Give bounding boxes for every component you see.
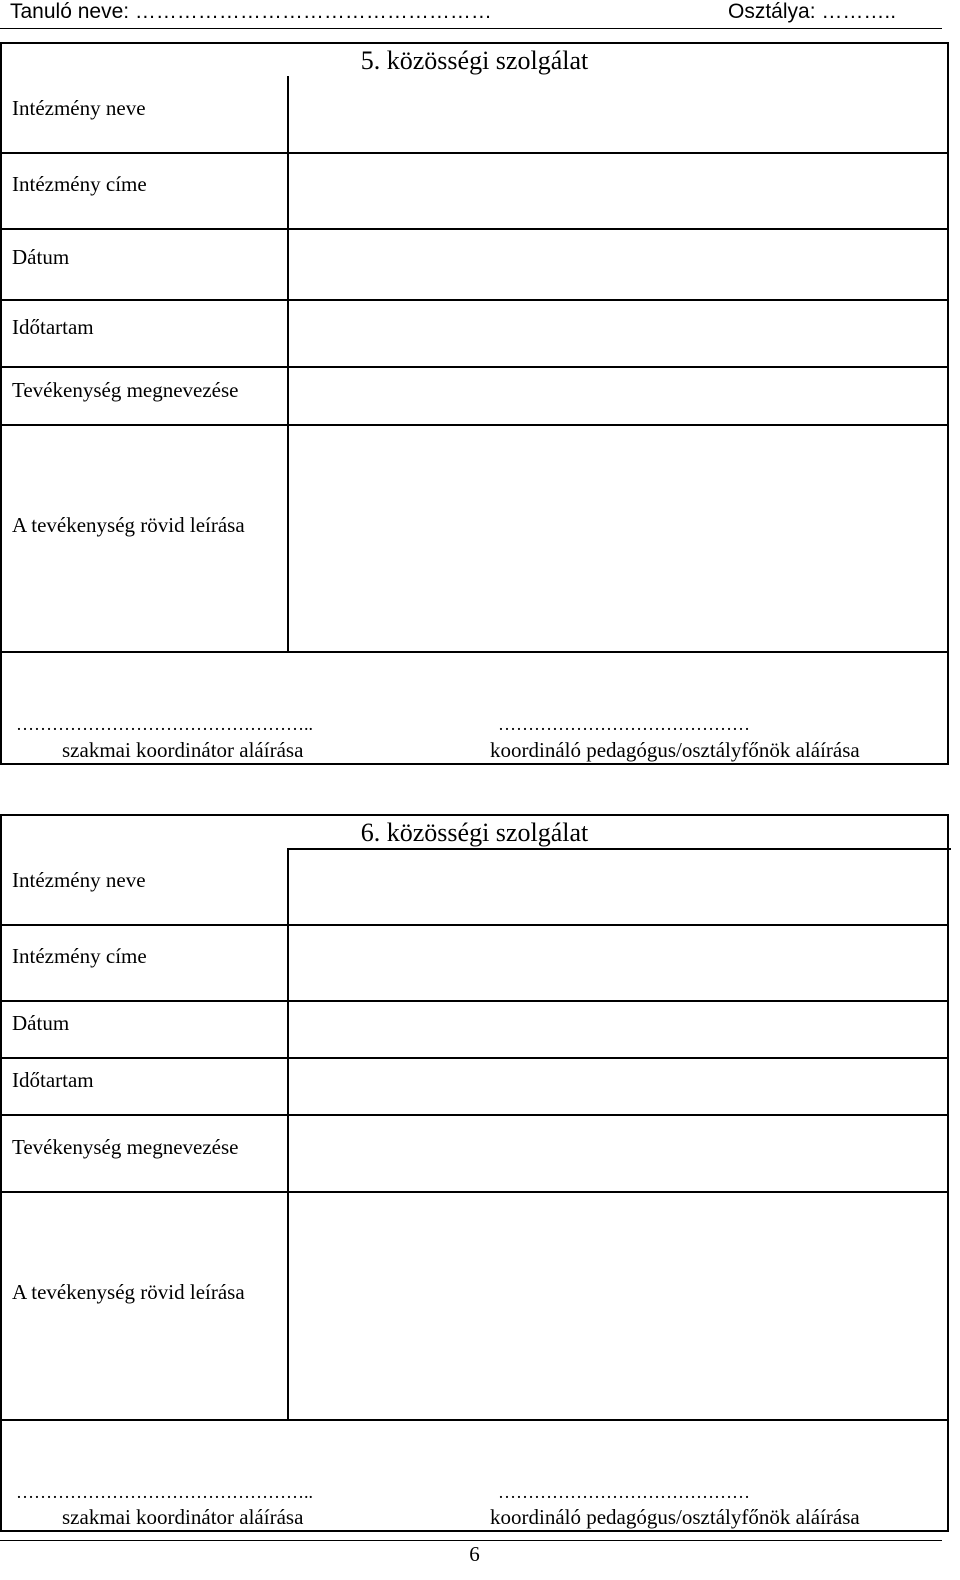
signature-line: …………………………………………..	[16, 714, 313, 734]
section-title: 5. közösségi szolgálat	[360, 46, 589, 75]
section-title: 6. közösségi szolgálat	[360, 818, 589, 847]
row-divider	[2, 1000, 947, 1002]
row-label-activity-name: Tevékenység megnevezése	[12, 1135, 239, 1159]
signature-line: …………………………………………..	[16, 1482, 313, 1502]
column-divider	[287, 76, 289, 651]
footer-rule	[0, 1540, 942, 1541]
service-form-6	[0, 814, 949, 1532]
class-label: Osztálya: ………..	[728, 0, 897, 23]
coordinator-signature-label: szakmai koordinátor aláírása	[62, 738, 304, 762]
row-divider	[2, 1191, 947, 1193]
row-label-institution-address: Intézmény címe	[12, 172, 147, 196]
row-label-date: Dátum	[12, 245, 70, 269]
row-label-institution-address: Intézmény címe	[12, 944, 147, 968]
row-label-activity-description: A tevékenység rövid leírása	[12, 513, 245, 537]
signature-line: ……………………………………	[498, 1482, 750, 1502]
page-number: 6	[469, 1542, 480, 1566]
row-divider	[2, 1114, 947, 1116]
row-label-activity-description: A tevékenység rövid leírása	[12, 1280, 245, 1304]
signature-line: ……………………………………	[498, 714, 750, 734]
column-divider	[287, 848, 289, 1419]
row-label-institution-name: Intézmény neve	[12, 96, 146, 120]
row-divider	[2, 299, 947, 301]
student-name-label: Tanuló neve: ……………………………………………	[10, 0, 492, 23]
row-label-activity-name: Tevékenység megnevezése	[12, 378, 239, 402]
row-label-date: Dátum	[12, 1011, 70, 1035]
row-divider	[2, 228, 947, 230]
row-label-institution-name: Intézmény neve	[12, 868, 146, 892]
row-divider	[2, 1057, 947, 1059]
page-header	[0, 0, 942, 29]
row-divider	[2, 924, 947, 926]
teacher-signature-label: koordináló pedagógus/osztályfőnök aláírása	[490, 1505, 860, 1529]
title-divider	[287, 848, 951, 850]
row-divider	[2, 152, 947, 154]
row-divider	[2, 424, 947, 426]
row-divider	[2, 366, 947, 368]
teacher-signature-label: koordináló pedagógus/osztályfőnök aláírása	[490, 738, 860, 762]
row-divider	[2, 651, 947, 653]
coordinator-signature-label: szakmai koordinátor aláírása	[62, 1505, 304, 1529]
row-label-duration: Időtartam	[12, 315, 94, 339]
row-label-duration: Időtartam	[12, 1068, 94, 1092]
service-form-5	[0, 42, 949, 765]
row-divider	[2, 1419, 947, 1421]
